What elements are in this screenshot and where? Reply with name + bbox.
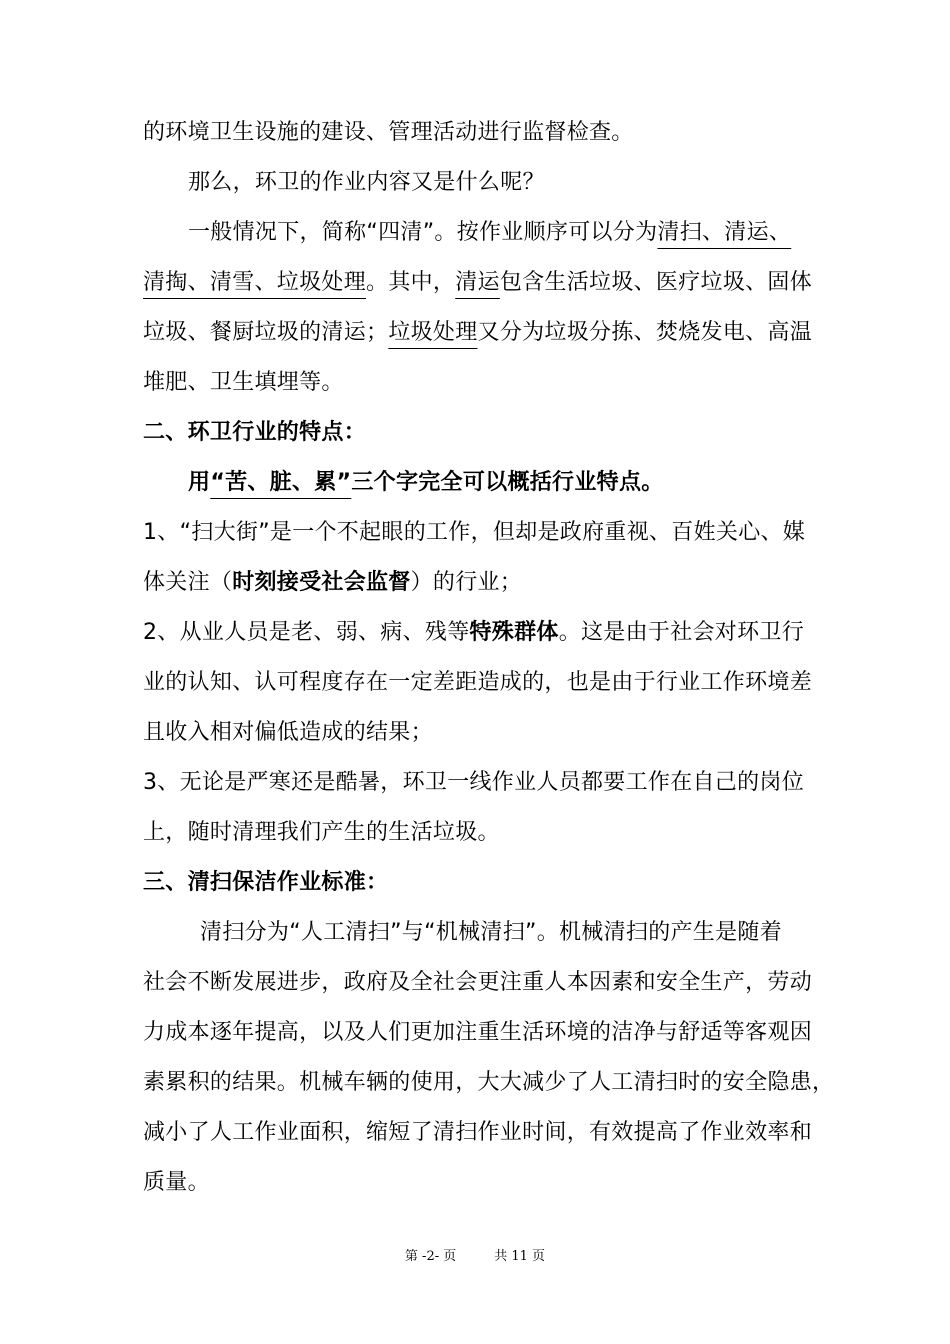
- list-item: 1、“扫大街”是一个不起眼的工作，但却是政府重视、百姓关心、媒: [143, 520, 806, 545]
- paragraph-line: 体关注（时刻接受社会监督）的行业；: [143, 570, 523, 595]
- underlined-text: 清扫、清运、: [657, 220, 792, 245]
- paragraph-line: 业的认知、认可程度存在一定差距造成的，也是由于行业工作环境差: [143, 670, 813, 695]
- bold-text: 时刻接受社会监督: [232, 570, 411, 595]
- document-body: [143, 108, 835, 1208]
- paragraph-line: 清扫分为“人工清扫”与“机械清扫”。机械清扫的产生是随着: [200, 920, 782, 945]
- paragraph-line: 清掏、清雪、垃圾处理。其中，清运包含生活垃圾、医疗垃圾、固体: [143, 270, 813, 295]
- paragraph-line: 素累积的结果。机械车辆的使用，大大减少了人工清扫时的安全隐患，: [143, 1070, 835, 1095]
- paragraph-line: 且收入相对偏低造成的结果；: [143, 720, 433, 745]
- section-heading: 三、清扫保洁作业标准：: [143, 870, 389, 895]
- paragraph-line: 垃圾、餐厨垃圾的清运；垃圾处理又分为垃圾分拣、焚烧发电、高温: [143, 320, 813, 345]
- paragraph-line: 堆肥、卫生填埋等。: [143, 370, 344, 395]
- paragraph-line: 力成本逐年提高，以及人们更加注重生活环境的洁净与舒适等客观因: [143, 1020, 813, 1045]
- bold-statement: 用“苦、脏、累”三个字完全可以概括行业特点。: [188, 470, 664, 495]
- list-item: 2、从业人员是老、弱、病、残等特殊群体。这是由于社会对环卫行: [143, 620, 805, 645]
- paragraph-line: 的环境卫生设施的建设、管理活动进行监督检查。: [143, 120, 634, 145]
- page-footer: [0, 1245, 950, 1264]
- underlined-text: “苦、脏、累”: [210, 470, 352, 495]
- section-heading: 二、环卫行业的特点：: [143, 420, 367, 445]
- bold-text: 特殊群体: [469, 620, 559, 645]
- paragraph-line: 社会不断发展进步，政府及全社会更注重人本因素和安全生产，劳动: [143, 970, 813, 995]
- paragraph-line: 减小了人工作业面积，缩短了清扫作业时间，有效提高了作业效率和: [143, 1120, 813, 1145]
- paragraph-line: 一般情况下，简称“四清”。按作业顺序可以分为清扫、清运、: [188, 220, 792, 245]
- underlined-text: 清掏、清雪、垃圾处理: [143, 270, 367, 295]
- underlined-text: 清运: [455, 270, 500, 295]
- list-item: 3、无论是严寒还是酷暑，环卫一线作业人员都要工作在自己的岗位: [143, 770, 804, 795]
- paragraph-line: 那么，环卫的作业内容又是什么呢？: [188, 170, 545, 195]
- paragraph-line: 质量。: [143, 1170, 210, 1195]
- page-number: 第 -2- 页: [404, 1249, 457, 1264]
- underlined-text: 垃圾处理: [388, 320, 478, 345]
- paragraph-line: 上，随时清理我们产生的生活垃圾。: [143, 820, 500, 845]
- page-total: 共 11 页: [494, 1249, 546, 1264]
